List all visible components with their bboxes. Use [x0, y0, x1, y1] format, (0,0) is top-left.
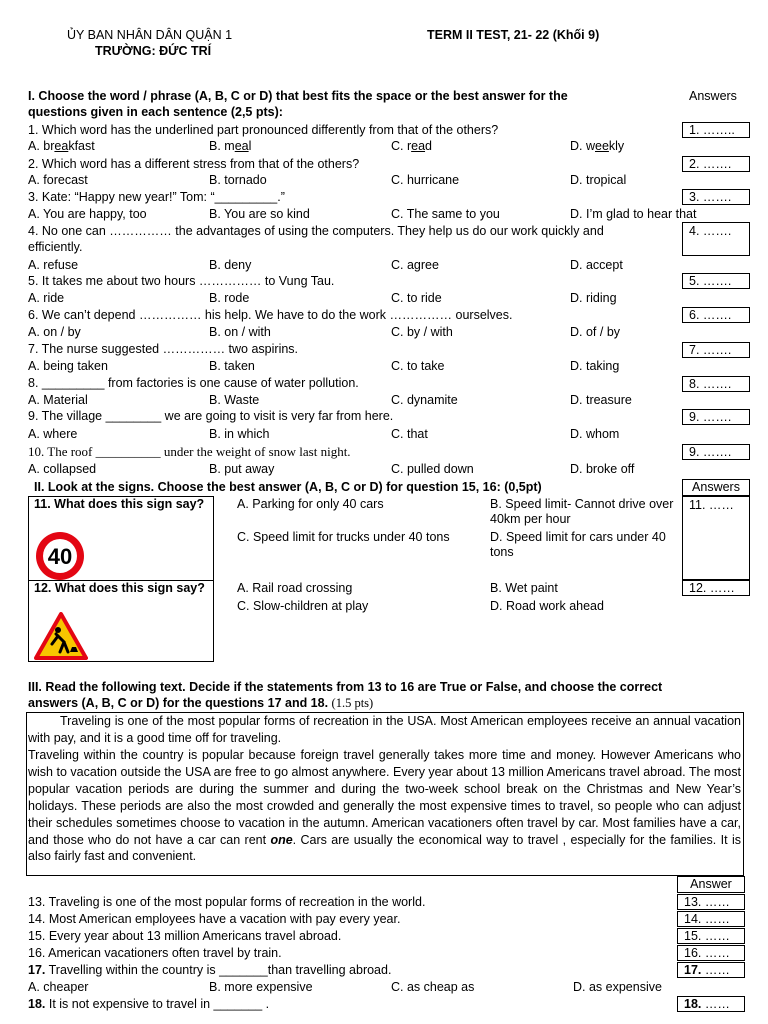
option-a: A. You are happy, too	[28, 207, 147, 221]
statement-16: 16. American vacationers often travel by train.	[28, 946, 282, 960]
options-q8	[28, 392, 688, 408]
options-q3	[28, 206, 697, 222]
option-c: C. agree	[391, 258, 439, 272]
question-5: 5. It takes me about two hours …………… to Vung Tau.	[28, 274, 335, 288]
q11-option-b: B. Speed limit- Cannot drive over 40km per hour	[490, 497, 674, 526]
question-18	[28, 997, 269, 1012]
option-c: C. pulled down	[391, 462, 474, 476]
option-b: B. tornado	[209, 173, 267, 187]
answer-box-2[interactable]: 2. …….	[682, 156, 750, 172]
passage-p2-text-b: . Cars are usually the economical way to travel , especially for the families. It is also fairly fast and convenient.	[28, 832, 741, 864]
answer-box-6[interactable]: 6. …….	[682, 307, 750, 323]
option-c: C. as cheap as	[391, 980, 475, 994]
answers-label-2: Answers	[682, 479, 750, 496]
option-d: D. riding	[570, 291, 617, 305]
option-a: A. on / by	[28, 325, 81, 339]
answer-box-17[interactable]	[677, 962, 745, 978]
q18-text: It is not expensive to travel in _______ .	[45, 997, 270, 1011]
option-a: A. being taken	[28, 359, 108, 373]
answer-box-8[interactable]: 8. …….	[682, 376, 750, 392]
options-q2	[28, 172, 688, 188]
q12-option-d: D. Road work ahead	[490, 599, 604, 613]
option-d: D. treasure	[570, 393, 632, 407]
section2-heading: II. Look at the signs. Choose the best answer (A, B, C or D) for question 15, 16: (0,5pt)	[34, 480, 542, 494]
q18-number: 18.	[28, 997, 46, 1011]
q11-option-d: D. Speed limit for cars under 40 tons	[490, 530, 666, 559]
option-a: A. cheaper	[28, 980, 89, 994]
option-a: A. breakfast	[28, 139, 95, 153]
question-4: 4. No one can …………… the advantages of using the computers. They help us do our work quickly and	[28, 224, 604, 238]
answer-17-number: 17.	[684, 963, 702, 977]
options-q9	[28, 426, 688, 442]
option-b: B. rode	[209, 291, 250, 305]
option-a: A. refuse	[28, 258, 79, 272]
q12-option-a: A. Rail road crossing	[237, 581, 353, 595]
options-q10	[28, 461, 688, 477]
q12-option-b: B. Wet paint	[490, 581, 558, 595]
statement-14: 14. Most American employees have a vacation with pay every year.	[28, 912, 401, 926]
question-6: 6. We can’t depend …………… his help. We have to do the work …………… ourselves.	[28, 308, 513, 322]
question-1: 1. Which word has the underlined part pronounced differently from that of the others?	[28, 123, 499, 137]
answer-17-dots: ……	[701, 963, 730, 977]
option-b: B. Waste	[209, 393, 260, 407]
option-a: A. forecast	[28, 173, 88, 187]
question-10: 10. The roof __________ under the weight of snow last night.	[28, 444, 351, 459]
authority-title: ỦY BAN NHÂN DÂN QUẬN 1	[67, 28, 233, 42]
test-title: TERM II TEST, 21- 22 (Khối 9)	[427, 28, 600, 42]
statement-15: 15. Every year about 13 million Americans travel abroad.	[28, 929, 342, 943]
option-c: C. hurricane	[391, 173, 460, 187]
option-c: C. dynamite	[391, 393, 458, 407]
road-work-sign-icon	[34, 612, 88, 660]
question-9: 9. The village ________ we are going to visit is very far from here.	[28, 409, 394, 423]
section3-heading-line1: III. Read the following text. Decide if the statements from 13 to 16 are True or False, and choose the correct	[28, 680, 663, 694]
option-d: D. accept	[570, 258, 623, 272]
q11-option-c: C. Speed limit for trucks under 40 tons	[237, 530, 450, 544]
answer-box-13[interactable]: 13. ……	[677, 894, 745, 910]
option-b: B. in which	[209, 427, 270, 441]
question-11: 11. What does this sign say?	[34, 497, 205, 511]
statement-13: 13. Traveling is one of the most popular forms of recreation in the world.	[28, 895, 426, 909]
section1-heading-line1: I. Choose the word / phrase (A, B, C or D) that best fits the space or the best answer for the	[28, 89, 568, 103]
section1-heading-line2: questions given in each sentence (2,5 pts):	[28, 105, 283, 119]
option-b: B. more expensive	[209, 980, 313, 994]
option-c: C. to take	[391, 359, 445, 373]
section3-heading-line2-text: answers (A, B, C or D) for the questions 17 and 18.	[28, 696, 329, 710]
q12-option-c: C. Slow-children at play	[237, 599, 369, 613]
speed-limit-40-sign-icon	[34, 530, 86, 582]
option-c: C. The same to you	[391, 207, 500, 221]
answer-box-14[interactable]: 14. ……	[677, 911, 745, 927]
answers-label: Answers	[689, 89, 737, 103]
answer-box-10[interactable]: 9. …….	[682, 444, 750, 460]
option-d: D. broke off	[570, 462, 635, 476]
option-d: D. tropical	[570, 173, 627, 187]
option-d: D. as expensive	[573, 980, 662, 994]
answer-box-7[interactable]: 7. …….	[682, 342, 750, 358]
answer-box-5[interactable]: 5. …….	[682, 273, 750, 289]
option-c: C. that	[391, 427, 428, 441]
answer-18-dots: ……	[701, 997, 730, 1011]
answer-box-4[interactable]: 4. …….	[682, 222, 750, 256]
option-b: B. put away	[209, 462, 275, 476]
options-q17	[28, 979, 688, 995]
answer-box-3[interactable]: 3. …….	[682, 189, 750, 205]
options-q1	[28, 138, 688, 154]
question-7: 7. The nurse suggested …………… two aspirins.	[28, 342, 299, 356]
answer-box-15[interactable]: 15. ……	[677, 928, 745, 944]
answer-box-16[interactable]: 16. ……	[677, 945, 745, 961]
answer-box-11[interactable]: 11. ……	[682, 496, 750, 580]
passage-paragraph-1: Traveling is one of the most popular forms of recreation in the USA. Most American employees receive an annual vacation with pay, and it is a good time off for traveling.	[28, 714, 741, 745]
question-12: 12. What does this sign say?	[34, 581, 205, 595]
option-b: B. on / with	[209, 325, 271, 339]
option-b: B. deny	[209, 258, 252, 272]
q17-text: Travelling within the country is _______than travelling abroad.	[45, 963, 392, 977]
q11-option-a: A. Parking for only 40 cars	[237, 497, 384, 511]
option-a: A. where	[28, 427, 78, 441]
question-3: 3. Kate: “Happy new year!” Tom: “_________.”	[28, 190, 285, 204]
question-17	[28, 963, 391, 978]
section3-points: (1.5 pts)	[331, 696, 374, 710]
option-c: C. read	[391, 139, 432, 153]
answer-box-1[interactable]: 1. ……..	[682, 122, 750, 138]
answer-box-12[interactable]: 12. ……	[682, 580, 750, 596]
answer-box-18[interactable]	[677, 996, 745, 1012]
option-a: A. Material	[28, 393, 88, 407]
answer-label-3: Answer	[677, 876, 745, 893]
q17-number: 17.	[28, 963, 46, 977]
option-b: B. You are so kind	[209, 207, 310, 221]
school-name: TRƯỜNG: ĐỨC TRÍ	[95, 44, 212, 58]
section3-heading-line2	[28, 696, 373, 711]
options-q6	[28, 324, 688, 340]
question-8: 8. _________ from factories is one cause of water pollution.	[28, 376, 359, 390]
option-a: A. ride	[28, 291, 65, 305]
option-c: C. to ride	[391, 291, 442, 305]
option-c: C. by / with	[391, 325, 453, 339]
option-d: D. I’m glad to hear that	[570, 207, 697, 221]
option-b: B. meal	[209, 139, 252, 153]
options-q7	[28, 358, 688, 374]
option-d: D. whom	[570, 427, 620, 441]
question-4-cont: efficiently.	[28, 240, 83, 254]
options-q5	[28, 290, 688, 306]
answer-box-9[interactable]: 9. …….	[682, 409, 750, 425]
option-d: D. of / by	[570, 325, 621, 339]
sign-40-text: 40	[47, 544, 73, 569]
passage-emphasis-one: one	[270, 832, 293, 847]
options-q4	[28, 257, 688, 273]
option-d: D. taking	[570, 359, 620, 373]
passage-paragraph-2	[28, 747, 741, 865]
option-a: A. collapsed	[28, 462, 97, 476]
option-b: B. taken	[209, 359, 255, 373]
answer-18-number: 18.	[684, 997, 702, 1011]
passage-p2-text-a: Traveling within the country is popular because foreign travel generally takes more time and money. However Americans who wish to vacation outside the USA are free to go almost anywhere. Every year about 13 million Americans travel abroad. The most popular vacation periods are during the summer and during the two-week school break on the Christmas and New Year’s holidays. These periods are also the most crowded and generally the most expensive times to travel, so people who can adjust their schedules sometimes choose to vacation in the autumn. American vacationers often travel by car. Most families have a car, and those who do not have a car can rent	[28, 748, 741, 847]
question-2: 2. Which word has a different stress from that of the others?	[28, 157, 360, 171]
option-d: D. weekly	[570, 139, 625, 153]
